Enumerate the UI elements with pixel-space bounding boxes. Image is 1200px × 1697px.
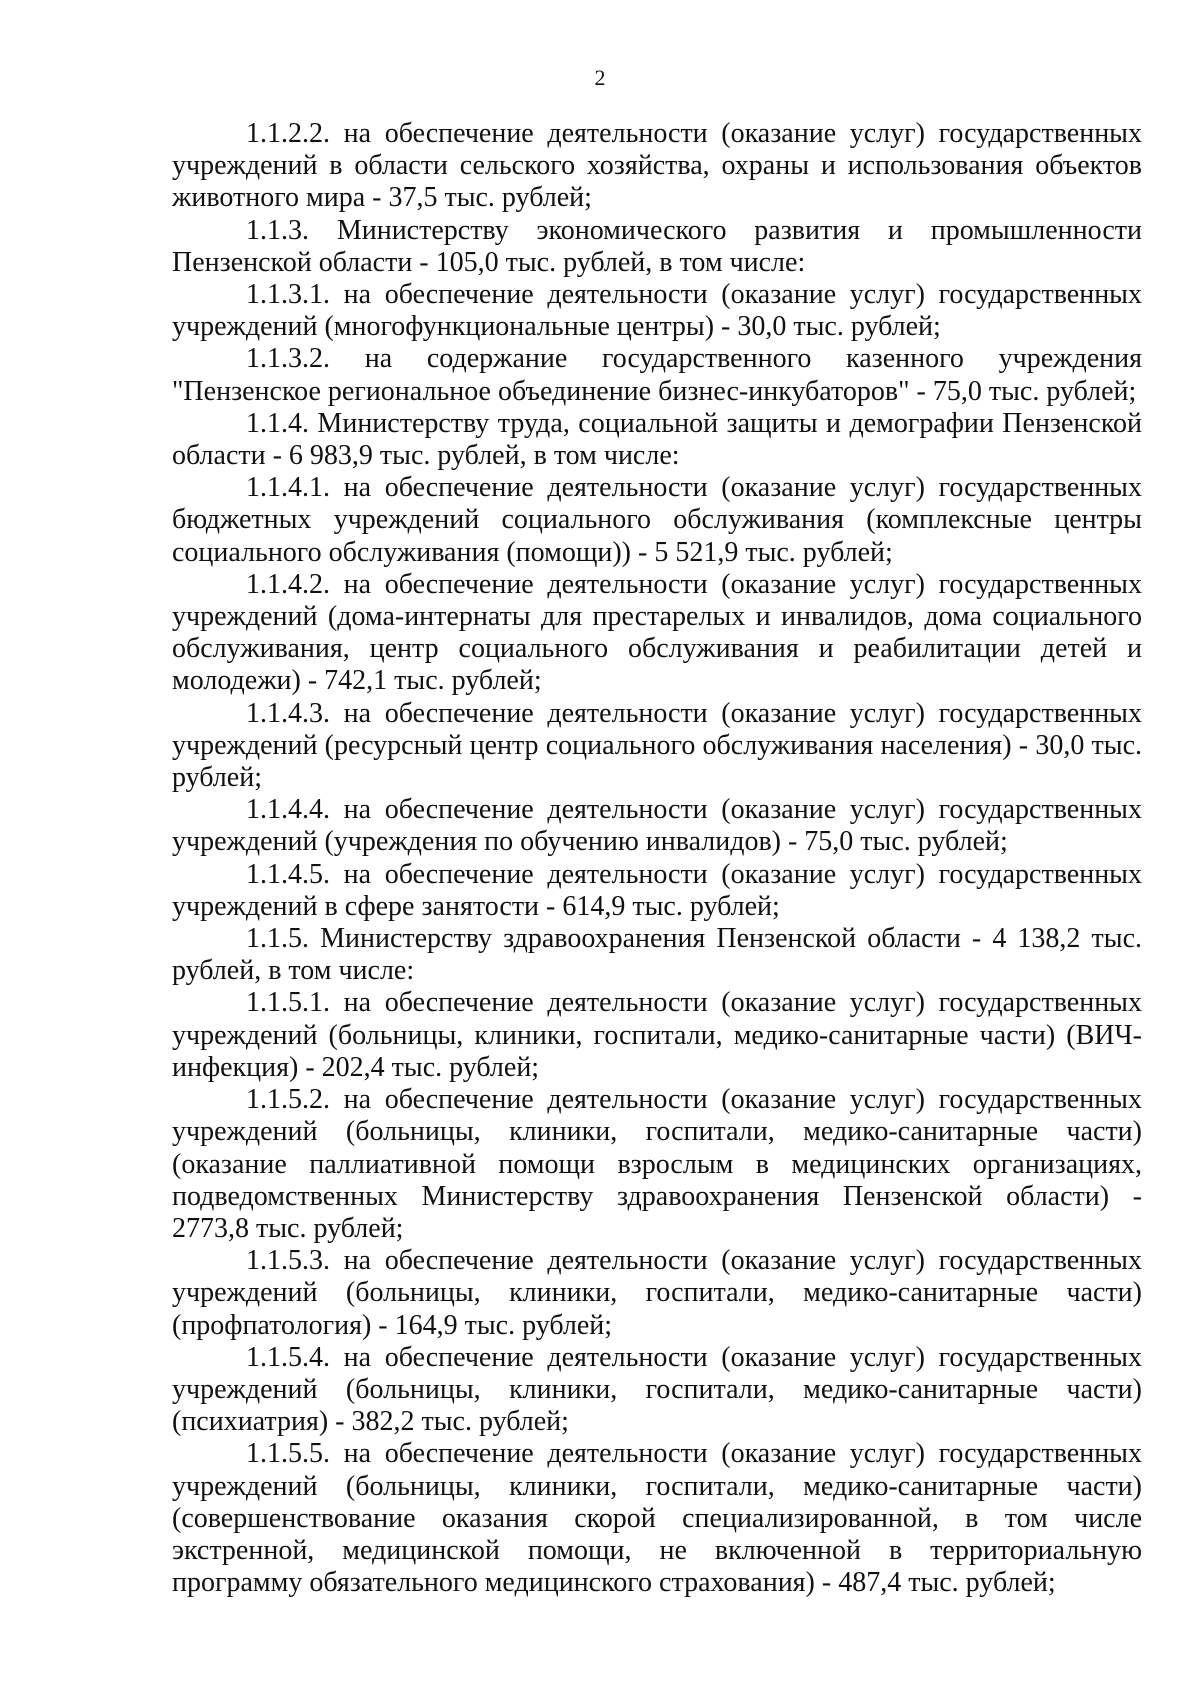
paragraph-1-1-4-5: 1.1.4.5. на обеспечение деятельности (оказание услуг) государственных учреждений в сфере занятости - 614,9 тыс. рублей;	[172, 858, 1142, 922]
paragraph-1-1-3-1: 1.1.3.1. на обеспечение деятельности (оказание услуг) государственных учреждений (многофункциональные центры) - 30,0 тыс. рублей;	[172, 279, 1142, 343]
paragraph-1-1-4-3: 1.1.4.3. на обеспечение деятельности (оказание услуг) государственных учреждений (ресурсный центр социального обслуживания населения) - 30,0 тыс. рублей;	[172, 697, 1142, 794]
paragraph-1-1-4-1: 1.1.4.1. на обеспечение деятельности (оказание услуг) государственных бюджетных учреждений социального обслуживания (комплексные центры социального обслуживания (помощи)) - 5 521,9 тыс. рублей;	[172, 472, 1142, 568]
paragraph-1-1-4-2: 1.1.4.2. на обеспечение деятельности (оказание услуг) государственных учреждений (дома-интернаты для престарелых и инвалидов, дома социального обслуживания, центр социального обслуживания и реабилитации детей и молодежи) - 742,1 тыс. рублей;	[172, 568, 1142, 697]
paragraph-1-1-5-1: 1.1.5.1. на обеспечение деятельности (оказание услуг) государственных учреждений (больницы, клиники, госпитали, медико-санитарные части) (ВИЧ-инфекция) - 202,4 тыс. рублей;	[172, 987, 1142, 1083]
paragraph-1-1-5-2: 1.1.5.2. на обеспечение деятельности (оказание услуг) государственных учреждений (больницы, клиники, госпитали, медико-санитарные части) (оказание паллиативной помощи взрослым в медицинских организациях, подведомственных Министерству здравоохранения Пензенской области) - 2773,8 тыс. рублей;	[172, 1084, 1142, 1244]
page-number: 2	[594, 65, 606, 90]
paragraph-1-1-4: 1.1.4. Министерству труда, социальной защиты и демографии Пензенской области - 6 983,9 тыс. рублей, в том числе:	[172, 407, 1142, 472]
paragraph-1-1-5-3: 1.1.5.3. на обеспечение деятельности (оказание услуг) государственных учреждений (больницы, клиники, госпитали, медико-санитарные части) (профпатология) - 164,9 тыс. рублей;	[172, 1245, 1142, 1341]
paragraph-1-1-5-4: 1.1.5.4. на обеспечение деятельности (оказание услуг) государственных учреждений (больницы, клиники, госпитали, медико-санитарные части) (психиатрия) - 382,2 тыс. рублей;	[172, 1341, 1142, 1438]
document-body	[172, 118, 1142, 1599]
paragraph-1-1-5-5: 1.1.5.5. на обеспечение деятельности (оказание услуг) государственных учреждений (больницы, клиники, госпитали, медико-санитарные части) (совершенствование оказания скорой специализированной, в том числе экстренной, медицинской помощи, не включенной в территориальную программу обязательного медицинского страхования) - 487,4 тыс. рублей;	[172, 1438, 1142, 1599]
paragraph-1-1-4-4: 1.1.4.4. на обеспечение деятельности (оказание услуг) государственных учреждений (учреждения по обучению инвалидов) - 75,0 тыс. рублей;	[172, 794, 1142, 858]
paragraph-1-1-3: 1.1.3. Министерству экономического развития и промышленности Пензенской области - 105,0 тыс. рублей, в том числе:	[172, 214, 1142, 278]
paragraph-1-1-3-2: 1.1.3.2. на содержание государственного казенного учреждения "Пензенское региональное объединение бизнес-инкубаторов" - 75,0 тыс. рублей;	[172, 343, 1142, 407]
paragraph-1-1-5: 1.1.5. Министерству здравоохранения Пензенской области - 4 138,2 тыс. рублей, в том числе:	[172, 923, 1142, 987]
paragraph-1-1-2-2: 1.1.2.2. на обеспечение деятельности (оказание услуг) государственных учреждений в области сельского хозяйства, охраны и использования объектов животного мира - 37,5 тыс. рублей;	[172, 118, 1142, 214]
